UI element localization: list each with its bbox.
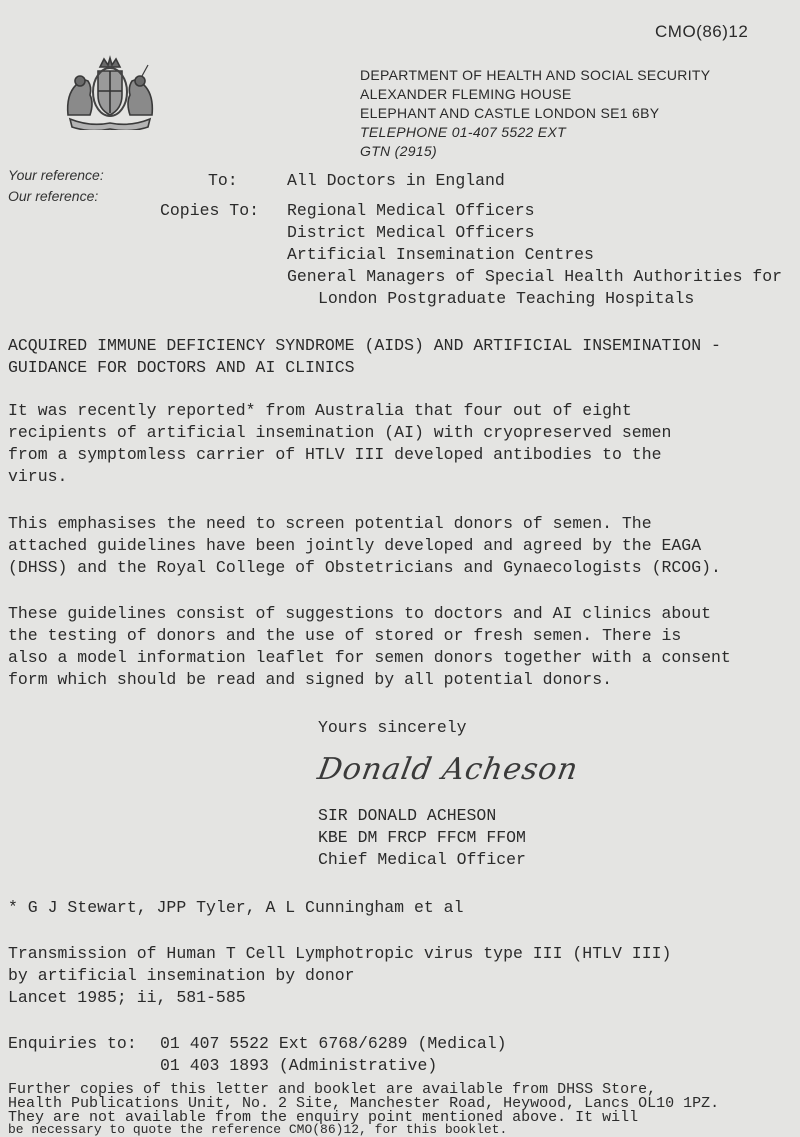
enquiries-label: Enquiries to: <box>8 1034 137 1053</box>
paragraph-line: These guidelines consist of suggestions to doctors and AI clinics about <box>8 604 712 623</box>
copies-recipient: Regional Medical Officers <box>287 201 535 220</box>
paragraph-line: It was recently reported* from Australia that four out of eight <box>8 401 632 420</box>
royal-crest-icon <box>60 55 160 130</box>
your-reference-label: Your reference: <box>8 167 104 183</box>
paragraph-line: attached guidelines have been jointly developed and agreed by the EAGA <box>8 536 702 555</box>
footnote-journal: Lancet 1985; ii, 581-585 <box>8 988 246 1007</box>
copies-to-label: Copies To: <box>160 201 260 220</box>
copies-recipient: General Managers of Special Health Authorities for <box>287 267 783 286</box>
copies-recipient: London Postgraduate Teaching Hospitals <box>318 289 695 308</box>
paragraph-line: be necessary to quote the reference CMO(86)12, for this booklet. <box>8 1122 508 1137</box>
signatory-name: SIR DONALD ACHESON <box>318 806 497 825</box>
address-line: ELEPHANT AND CASTLE LONDON SE1 6BY <box>360 105 660 121</box>
salutation: Yours sincerely <box>318 718 467 737</box>
department-name: DEPARTMENT OF HEALTH AND SOCIAL SECURITY <box>360 67 711 83</box>
building-name: ALEXANDER FLEMING HOUSE <box>360 86 572 102</box>
our-reference-label: Our reference: <box>8 188 99 204</box>
signatory-title: Chief Medical Officer <box>318 850 526 869</box>
heading-line: ACQUIRED IMMUNE DEFICIENCY SYNDROME (AIDS) AND ARTIFICIAL INSEMINATION - <box>8 336 721 355</box>
to-label: To: <box>208 171 238 190</box>
paragraph-line: form which should be read and signed by all potential donors. <box>8 670 612 689</box>
copies-recipient: District Medical Officers <box>287 223 535 242</box>
footnote-authors: * G J Stewart, JPP Tyler, A L Cunningham et al <box>8 898 464 917</box>
signatory-qualifications: KBE DM FRCP FFCM FFOM <box>318 828 526 847</box>
paragraph-line: from a symptomless carrier of HTLV III developed antibodies to the <box>8 445 662 464</box>
to-recipient: All Doctors in England <box>287 171 505 190</box>
telephone-line: TELEPHONE 01-407 5522 EXT <box>360 124 566 140</box>
paragraph-line: recipients of artificial insemination (AI) with cryopreserved semen <box>8 423 672 442</box>
enquiries-phone: 01 403 1893 (Administrative) <box>160 1056 438 1075</box>
copies-recipient: Artificial Insemination Centres <box>287 245 594 264</box>
paragraph-line: the testing of donors and the use of stored or fresh semen. There is <box>8 626 682 645</box>
gtn-line: GTN (2915) <box>360 143 437 159</box>
paragraph-line: virus. <box>8 467 68 486</box>
paragraph-line: (DHSS) and the Royal College of Obstetricians and Gynaecologists (RCOG). <box>8 558 721 577</box>
heading-line: GUIDANCE FOR DOCTORS AND AI CLINICS <box>8 358 355 377</box>
document-reference-code: CMO(86)12 <box>655 22 749 41</box>
paragraph-line: They are not available from the enquiry point mentioned above. It will <box>8 1109 639 1126</box>
enquiries-phone: 01 407 5522 Ext 6768/6289 (Medical) <box>160 1034 507 1053</box>
paragraph-line: Health Publications Unit, No. 2 Site, Manchester Road, Heywood, Lancs OL10 1PZ. <box>8 1095 720 1112</box>
paragraph-line: This emphasises the need to screen potential donors of semen. The <box>8 514 652 533</box>
footnote-title: by artificial insemination by donor <box>8 966 355 985</box>
paragraph-line: Further copies of this letter and booklet are available from DHSS Store, <box>8 1081 657 1098</box>
paragraph-line: also a model information leaflet for semen donors together with a consent <box>8 648 731 667</box>
footnote-title: Transmission of Human T Cell Lymphotropic virus type III (HTLV III) <box>8 944 672 963</box>
signature: Donald Acheson <box>314 752 582 787</box>
